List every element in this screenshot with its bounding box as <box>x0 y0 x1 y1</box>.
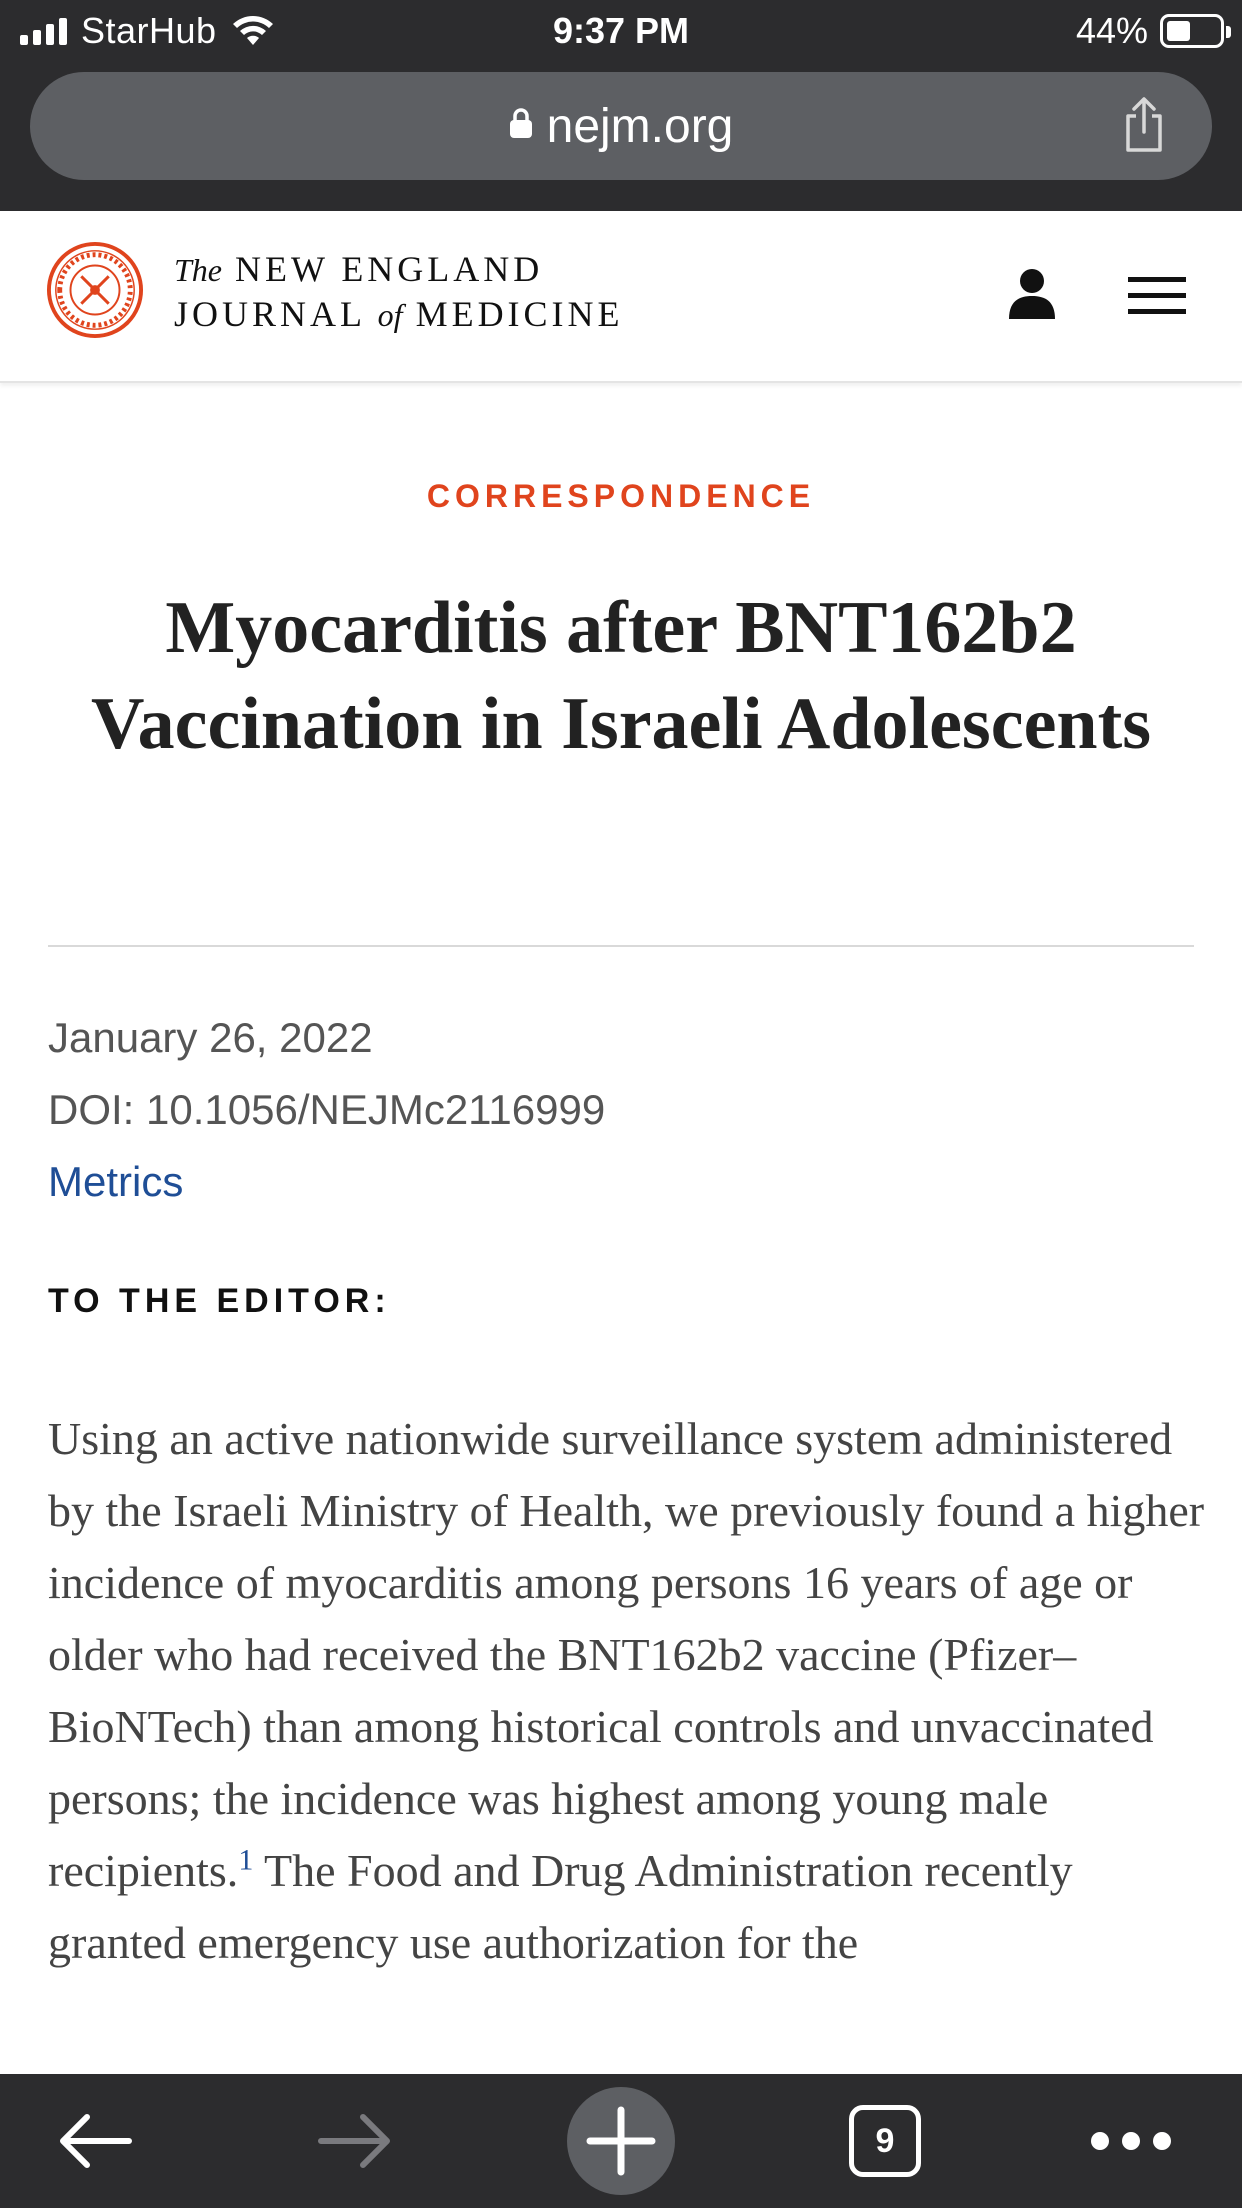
logo-medicine: MEDICINE <box>415 294 624 334</box>
doi: DOI: 10.1056/NEJMc2116999 <box>48 1086 606 1133</box>
share-icon[interactable] <box>1120 96 1168 154</box>
arrow-right-icon <box>317 2113 393 2169</box>
status-right <box>1076 8 1224 54</box>
url-text[interactable]: nejm.org <box>546 99 734 153</box>
article-meta <box>48 1002 605 1218</box>
tab-count: 9 <box>849 2105 921 2177</box>
logo-the: The <box>174 252 222 288</box>
hamburger-menu-icon[interactable] <box>1128 275 1186 317</box>
site-header <box>0 211 1242 383</box>
metrics-link[interactable]: Metrics <box>48 1158 184 1205</box>
logo-new-england: NEW ENGLAND <box>235 249 544 289</box>
more-options-button[interactable] <box>1076 2074 1186 2208</box>
arrow-left-icon <box>57 2113 133 2169</box>
battery-percentage: 44% <box>1075 10 1148 51</box>
article-body <box>48 1403 1208 1979</box>
status-time: 9:37 PM <box>552 10 690 51</box>
user-account-icon[interactable] <box>1006 267 1058 321</box>
nejm-wordmark[interactable] <box>174 247 624 337</box>
back-button[interactable] <box>40 2074 150 2208</box>
address-bar[interactable] <box>30 72 1212 180</box>
status-bar <box>0 0 1242 62</box>
tabs-button[interactable] <box>830 2074 940 2208</box>
forward-button[interactable] <box>300 2074 410 2208</box>
carrier-name: StarHub <box>81 10 217 51</box>
battery-icon <box>1160 14 1224 48</box>
section-heading: TO THE EDITOR: <box>48 1282 391 1320</box>
logo-journal: JOURNAL <box>174 294 365 334</box>
browser-bottom-toolbar <box>0 2074 1242 2208</box>
ellipsis-icon <box>1089 2130 1173 2152</box>
body-text-part1: Using an active nationwide surveillance system administered by the Israeli Ministry of Health, we previously found a higher incidence of myocarditis among persons 16 years of age or older who had received the BNT162b2 vaccine (Pfizer–BioNTech) than among historical controls and unvaccinated persons; the incidence was highest among young male recipients. <box>48 1413 1205 1896</box>
logo-of: of <box>377 297 403 333</box>
article-type-label: CORRESPONDENCE <box>426 478 816 514</box>
title-divider <box>48 945 1194 947</box>
plus-icon <box>586 2106 656 2176</box>
article-title: Myocarditis after BNT162b2 Vaccination in Israeli Adolescents <box>90 587 1152 765</box>
citation-link[interactable]: 1 <box>238 1843 254 1877</box>
address-display[interactable] <box>30 72 1212 180</box>
nejm-seal-logo[interactable] <box>46 241 144 339</box>
new-tab-button[interactable] <box>566 2074 676 2208</box>
browser-top-chrome <box>0 0 1242 211</box>
lock-icon <box>509 107 533 139</box>
publication-date: January 26, 2022 <box>48 1014 373 1061</box>
body-text-part2: The Food and Drug Administration recently granted emergency use authorization for the <box>48 1845 1073 1968</box>
